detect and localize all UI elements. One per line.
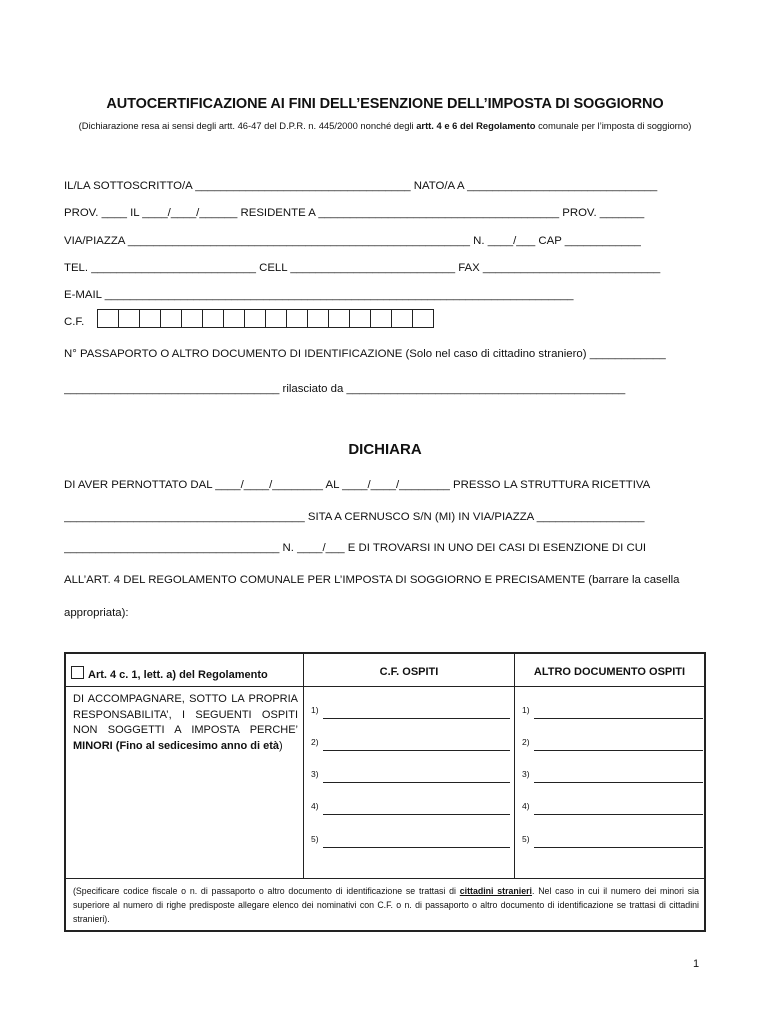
doc-slot-2[interactable] — [522, 737, 704, 751]
slot-label: 1) — [522, 705, 530, 715]
slot-underline — [323, 782, 510, 783]
field-pernottato[interactable]: DI AVER PERNOTTATO DAL ____/____/________ AL ____/____/________ PRESSO LA STRUTTURA RICETTIVA — [64, 479, 651, 491]
exemption-table — [64, 652, 706, 932]
dichiara-text-appropriata: appropriata): — [64, 607, 129, 619]
col-header-cf: C.F. OSPITI — [379, 666, 439, 678]
cf-slot-4[interactable] — [311, 801, 511, 815]
cf-cell[interactable] — [328, 309, 350, 328]
cf-cell[interactable] — [412, 309, 434, 328]
table-note-link: cittadini stranieri — [459, 886, 532, 896]
table-note-text-end: . Nel caso in cui il numero dei minori sia superiore al numero di righe predisposte allegare elenco dei nominativi con C.F. o n. di passaporto o altro documento di identificazione se trattasi di cittadini stranieri). — [73, 886, 699, 924]
subtitle-bold-text: artt. 4 e 6 del Regolamento — [416, 120, 536, 131]
slot-label: 1) — [311, 705, 319, 715]
field-tel-cell-fax[interactable]: TEL. __________________________ CELL __________________________ FAX ____________________________ — [64, 262, 661, 274]
subtitle-text-end: comunale per l’imposta di soggiorno) — [535, 120, 692, 131]
table-divider — [66, 878, 704, 879]
cf-cell[interactable] — [139, 309, 161, 328]
table-note — [73, 884, 699, 926]
page-number: 1 — [693, 958, 700, 970]
col-header-regolamento — [71, 666, 301, 681]
table-divider — [514, 654, 515, 878]
table-divider — [303, 654, 304, 878]
cf-grid[interactable] — [98, 309, 434, 328]
doc-slot-1[interactable] — [522, 705, 704, 719]
field-numero-esenzione[interactable]: __________________________________ N. ____/___ E DI TROVARSI IN UNO DEI CASI DI ESENZIONE DI CUI — [64, 542, 647, 554]
field-via-cap[interactable]: VIA/PIAZZA ______________________________________________________ N. ____/___ CAP ____________ — [64, 235, 641, 247]
cf-cell[interactable] — [223, 309, 245, 328]
exemption-description — [73, 692, 298, 754]
col-header-regolamento-text: Art. 4 c. 1, lett. a) del Regolamento — [88, 669, 268, 681]
cf-cell[interactable] — [202, 309, 224, 328]
cf-cell[interactable] — [349, 309, 371, 328]
slot-underline — [534, 814, 703, 815]
field-struttura-via[interactable]: ______________________________________ SITA A CERNUSCO S/N (MI) IN VIA/PIAZZA _________________ — [64, 511, 645, 523]
doc-slot-3[interactable] — [522, 769, 704, 783]
dichiara-text-art4: ALL’ART. 4 DEL REGOLAMENTO COMUNALE PER L’IMPOSTA DI SOGGIORNO E PRECISAMENTE (barrare la casella — [64, 574, 680, 586]
document-subtitle — [64, 119, 706, 133]
table-divider — [66, 686, 704, 687]
field-passaporto[interactable]: N° PASSAPORTO O ALTRO DOCUMENTO DI IDENTIFICAZIONE (Solo nel caso di cittadino straniero) ____________ — [64, 348, 666, 360]
cf-cell[interactable] — [118, 309, 140, 328]
exemption-description-bold: MINORI (Fino al sedicesimo anno di età — [73, 739, 279, 752]
table-note-text: (Specificare codice fiscale o n. di passaporto o altro documento di identificazione se trattasi di — [73, 886, 460, 896]
col-header-documento: ALTRO DOCUMENTO OSPITI — [533, 666, 686, 678]
cf-cell[interactable] — [244, 309, 266, 328]
slot-underline — [534, 847, 703, 848]
cf-slot-2[interactable] — [311, 737, 511, 751]
cf-cell[interactable] — [370, 309, 392, 328]
cf-slot-1[interactable] — [311, 705, 511, 719]
slot-label: 5) — [311, 834, 319, 844]
subtitle-text: (Dichiarazione resa ai sensi degli artt. 46-47 del D.P.R. n. 445/2000 nonché degli — [78, 120, 417, 131]
slot-underline — [534, 750, 703, 751]
slot-label: 4) — [311, 801, 319, 811]
cf-cell[interactable] — [181, 309, 203, 328]
exemption-description-text: DI ACCOMPAGNARE, SOTTO LA PROPRIA RESPONSABILITA’, I SEGUENTI OSPITI NON SOGGETTI A IMPOSTA PERCHE’ — [73, 693, 298, 736]
slot-label: 3) — [522, 769, 530, 779]
slot-underline — [323, 718, 510, 719]
cf-slot-5[interactable] — [311, 834, 511, 848]
cf-cell[interactable] — [265, 309, 287, 328]
slot-label: 2) — [522, 737, 530, 747]
slot-underline — [323, 847, 510, 848]
cf-cell[interactable] — [97, 309, 119, 328]
field-sottoscritto-nato[interactable]: IL/LA SOTTOSCRITTO/A __________________________________ NATO/A A ______________________________ — [64, 180, 658, 192]
slot-label: 4) — [522, 801, 530, 811]
slot-underline — [534, 782, 703, 783]
slot-label: 5) — [522, 834, 530, 844]
field-prov-residente[interactable]: PROV. ____ IL ____/____/______ RESIDENTE A ______________________________________ PROV. _______ — [64, 207, 645, 219]
cf-label: C.F. — [64, 316, 85, 328]
cf-cell[interactable] — [307, 309, 329, 328]
slot-underline — [323, 814, 510, 815]
document-title: AUTOCERTIFICAZIONE AI FINI DELL’ESENZIONE DELL’IMPOSTA DI SOGGIORNO — [106, 96, 664, 112]
cf-cell[interactable] — [391, 309, 413, 328]
exemption-description-end: ) — [278, 739, 283, 752]
exemption-checkbox[interactable] — [71, 666, 84, 679]
field-email[interactable]: E-MAIL __________________________________________________________________________ — [64, 289, 574, 301]
slot-underline — [534, 718, 703, 719]
slot-underline — [323, 750, 510, 751]
doc-slot-4[interactable] — [522, 801, 704, 815]
cf-cell[interactable] — [160, 309, 182, 328]
dichiara-heading: DICHIARA — [348, 441, 422, 458]
field-rilasciato-da[interactable]: __________________________________ rilasciato da ____________________________________________ — [64, 383, 626, 395]
doc-slot-5[interactable] — [522, 834, 704, 848]
cf-slot-3[interactable] — [311, 769, 511, 783]
cf-cell[interactable] — [286, 309, 308, 328]
slot-label: 3) — [311, 769, 319, 779]
slot-label: 2) — [311, 737, 319, 747]
